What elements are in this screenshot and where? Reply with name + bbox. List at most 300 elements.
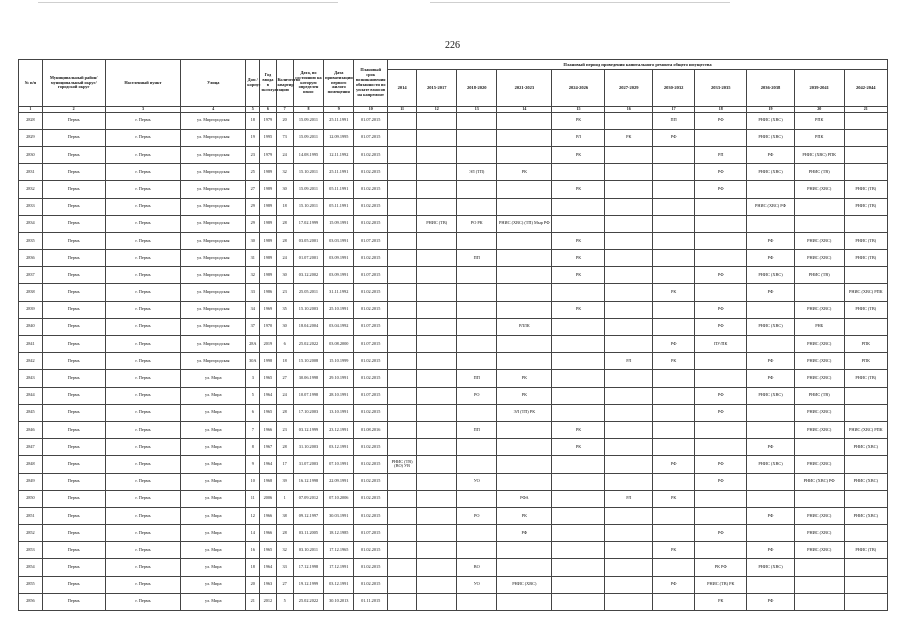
district-cell: Пермь bbox=[42, 112, 105, 129]
col-header-street: Улица bbox=[181, 60, 246, 107]
privatization-date-cell: 25.11.1991 bbox=[324, 112, 354, 129]
plan-period-cell bbox=[457, 439, 497, 456]
apartments-cell: 18 bbox=[276, 198, 293, 215]
plan-period-cell: РНИС (ТВ) bbox=[844, 198, 887, 215]
street-cell: ул. Миргородская bbox=[181, 301, 246, 318]
plan-period-cell: РК bbox=[552, 181, 605, 198]
table-row bbox=[19, 576, 888, 593]
plan-period-cell bbox=[653, 198, 695, 215]
plan-period-cell bbox=[844, 525, 887, 542]
settlement-cell: г. Пермь bbox=[105, 387, 181, 404]
street-cell: ул. Мира bbox=[181, 404, 246, 421]
plan-period-cell: РНИС (ХВС) bbox=[794, 404, 844, 421]
settlement-cell: г. Пермь bbox=[105, 129, 181, 146]
settlement-cell: г. Пермь bbox=[105, 456, 181, 473]
plan-period-cell bbox=[747, 301, 795, 318]
settlement-cell: г. Пермь bbox=[105, 164, 181, 181]
plan-period-cell bbox=[387, 146, 416, 163]
plan-period-cell bbox=[457, 318, 497, 335]
wear-date-cell: 15.10.2011 bbox=[293, 164, 323, 181]
settlement-cell: г. Пермь bbox=[105, 370, 181, 387]
table-row bbox=[19, 353, 888, 370]
year-built-cell: 1968 bbox=[260, 473, 276, 490]
street-cell: ул. Миргородская bbox=[181, 284, 246, 301]
street-cell: ул. Миргородская bbox=[181, 181, 246, 198]
plan-period-cell bbox=[417, 387, 457, 404]
plan-period-cell bbox=[497, 542, 552, 559]
plan-period-cell bbox=[387, 336, 416, 353]
plan-period-cell bbox=[497, 198, 552, 215]
col-header-deadline: Плановый срок возникновения обязанности по уплате взносов на капремонт bbox=[354, 60, 388, 107]
house-cell: 30 bbox=[246, 232, 260, 249]
plan-period-cell bbox=[497, 336, 552, 353]
deadline-cell: 01.02.2015 bbox=[354, 146, 388, 163]
plan-period-cell: РНИС (ХВС) bbox=[844, 507, 887, 524]
plan-period-cell bbox=[695, 232, 747, 249]
table-row bbox=[19, 370, 888, 387]
street-cell: ул. Миргородская bbox=[181, 112, 246, 129]
col-header-year: 2021-2023 bbox=[497, 70, 552, 107]
plan-period-cell bbox=[417, 301, 457, 318]
apartments-cell: 28 bbox=[276, 525, 293, 542]
house-cell: 18 bbox=[246, 112, 260, 129]
deadline-cell: 01.02.2015 bbox=[354, 490, 388, 507]
row-number-cell: 2829 bbox=[19, 129, 43, 146]
col-number-cell: 3 bbox=[105, 107, 181, 113]
plan-period-cell: РПК bbox=[794, 129, 844, 146]
table-row bbox=[19, 250, 888, 267]
plan-period-cell bbox=[605, 370, 653, 387]
apartments-cell: 30 bbox=[276, 181, 293, 198]
plan-period-cell: РК bbox=[605, 129, 653, 146]
plan-period-cell bbox=[605, 439, 653, 456]
table-row bbox=[19, 439, 888, 456]
plan-period-cell bbox=[387, 559, 416, 576]
plan-period-cell bbox=[605, 164, 653, 181]
wear-date-cell: 10.07.1998 bbox=[293, 387, 323, 404]
plan-period-cell: РНБ bbox=[794, 318, 844, 335]
plan-period-cell bbox=[605, 421, 653, 438]
settlement-cell: г. Пермь bbox=[105, 404, 181, 421]
plan-period-cell: РФ bbox=[747, 232, 795, 249]
plan-period-cell: РФ bbox=[695, 387, 747, 404]
plan-period-cell: РФ bbox=[695, 301, 747, 318]
plan-period-cell bbox=[457, 404, 497, 421]
apartments-cell: 28 bbox=[276, 404, 293, 421]
row-number-cell: 2847 bbox=[19, 439, 43, 456]
house-cell: 25 bbox=[246, 164, 260, 181]
plan-period-cell: РК bbox=[552, 146, 605, 163]
plan-period-cell bbox=[695, 284, 747, 301]
street-cell: ул. Мира bbox=[181, 439, 246, 456]
plan-period-cell bbox=[417, 250, 457, 267]
plan-period-cell bbox=[605, 284, 653, 301]
row-number-cell: 2853 bbox=[19, 542, 43, 559]
apartments-cell: 35 bbox=[276, 301, 293, 318]
plan-period-cell bbox=[457, 284, 497, 301]
plan-period-cell bbox=[552, 525, 605, 542]
row-number-cell: 2854 bbox=[19, 559, 43, 576]
table-row bbox=[19, 404, 888, 421]
plan-period-cell bbox=[387, 232, 416, 249]
plan-period-cell bbox=[387, 129, 416, 146]
year-built-cell: 1965 bbox=[260, 542, 276, 559]
district-cell: Пермь bbox=[42, 576, 105, 593]
street-cell: ул. Миргородская bbox=[181, 129, 246, 146]
plan-period-cell bbox=[747, 473, 795, 490]
plan-period-cell: ПП bbox=[653, 112, 695, 129]
wear-date-cell: 03.05.2001 bbox=[293, 232, 323, 249]
house-cell: 28А bbox=[246, 336, 260, 353]
row-number-cell: 2838 bbox=[19, 284, 43, 301]
plan-period-cell: РФ bbox=[695, 473, 747, 490]
house-cell: 7 bbox=[246, 421, 260, 438]
street-cell: ул. Мира bbox=[181, 525, 246, 542]
deadline-cell: 01.02.2015 bbox=[354, 353, 388, 370]
apartments-cell: 17 bbox=[276, 456, 293, 473]
plan-period-cell bbox=[387, 421, 416, 438]
plan-period-cell: РНИС (ТВ) bbox=[844, 232, 887, 249]
privatization-date-cell: 30.03.1991 bbox=[324, 507, 354, 524]
plan-period-cell bbox=[457, 146, 497, 163]
street-cell: ул. Мира bbox=[181, 370, 246, 387]
col-number-cell: 13 bbox=[457, 107, 497, 113]
settlement-cell: г. Пермь bbox=[105, 439, 181, 456]
col-header-year: 2014 bbox=[387, 70, 416, 107]
apartments-cell: 24 bbox=[276, 250, 293, 267]
plan-period-cell: РНИС (ХВС) РФ bbox=[747, 198, 795, 215]
apartments-cell: 28 bbox=[276, 439, 293, 456]
plan-period-cell bbox=[457, 593, 497, 610]
plan-period-cell bbox=[653, 421, 695, 438]
plan-period-cell bbox=[387, 404, 416, 421]
deadline-cell: 01.02.2015 bbox=[354, 284, 388, 301]
col-number-cell: 21 bbox=[844, 107, 887, 113]
year-built-cell: 1970 bbox=[260, 318, 276, 335]
house-cell: 10 bbox=[246, 473, 260, 490]
row-number-cell: 2831 bbox=[19, 164, 43, 181]
col-header-year: 2033-2035 bbox=[695, 70, 747, 107]
settlement-cell: г. Пермь bbox=[105, 215, 181, 232]
plan-period-cell: РФ bbox=[747, 542, 795, 559]
plan-period-cell: РФ bbox=[653, 336, 695, 353]
plan-period-cell bbox=[552, 473, 605, 490]
plan-period-cell: ПП bbox=[457, 421, 497, 438]
top-rule-left bbox=[38, 2, 338, 3]
year-built-cell: 1989 bbox=[260, 164, 276, 181]
plan-period-cell bbox=[387, 301, 416, 318]
plan-period-cell bbox=[747, 181, 795, 198]
plan-period-cell: РНИС (ТВ) bbox=[844, 181, 887, 198]
house-cell: 37 bbox=[246, 318, 260, 335]
plan-period-cell: РК bbox=[653, 353, 695, 370]
privatization-date-cell: 03.03.1991 bbox=[324, 232, 354, 249]
col-header-district: Муниципальный район/ муниципальный округ/ городской округ bbox=[42, 60, 105, 107]
plan-period-cell: РФ bbox=[747, 353, 795, 370]
plan-period-cell: РПК bbox=[844, 336, 887, 353]
apartments-cell: 38 bbox=[276, 507, 293, 524]
plan-period-cell: РФ bbox=[747, 284, 795, 301]
plan-period-cell: РНИС (ХВС) bbox=[794, 525, 844, 542]
privatization-date-cell: 22.09.1991 bbox=[324, 473, 354, 490]
plan-period-cell: ЭЛ (ТП) bbox=[457, 164, 497, 181]
privatization-date-cell: 29.10.1991 bbox=[324, 370, 354, 387]
plan-period-cell bbox=[387, 250, 416, 267]
plan-period-cell bbox=[552, 284, 605, 301]
plan-period-cell bbox=[653, 370, 695, 387]
plan-period-cell bbox=[605, 507, 653, 524]
plan-period-cell: РНИС (ХВС) bbox=[794, 370, 844, 387]
house-cell: 19 bbox=[246, 129, 260, 146]
plan-period-cell: РНИС (ХВС) РПК bbox=[844, 284, 887, 301]
plan-period-cell bbox=[417, 353, 457, 370]
plan-period-cell bbox=[387, 370, 416, 387]
wear-date-cell: 15.10.2008 bbox=[293, 353, 323, 370]
plan-period-cell bbox=[747, 404, 795, 421]
plan-period-cell: ЭЛ (ТП) РК bbox=[497, 404, 552, 421]
plan-period-cell bbox=[387, 507, 416, 524]
settlement-cell: г. Пермь bbox=[105, 559, 181, 576]
plan-period-cell: РК bbox=[653, 542, 695, 559]
plan-period-cell bbox=[387, 490, 416, 507]
plan-period-cell bbox=[457, 181, 497, 198]
settlement-cell: г. Пермь bbox=[105, 146, 181, 163]
privatization-date-cell: 12.11.1992 bbox=[324, 146, 354, 163]
plan-period-cell bbox=[497, 250, 552, 267]
deadline-cell: 01.02.2015 bbox=[354, 164, 388, 181]
table-row bbox=[19, 507, 888, 524]
street-cell: ул. Миргородская bbox=[181, 198, 246, 215]
wear-date-cell: 03.10.2011 bbox=[293, 542, 323, 559]
wear-date-cell: 07.09.2012 bbox=[293, 490, 323, 507]
plan-period-cell: РК bbox=[497, 164, 552, 181]
plan-period-cell bbox=[695, 353, 747, 370]
apartments-cell: 27 bbox=[276, 576, 293, 593]
table-row bbox=[19, 181, 888, 198]
plan-period-cell bbox=[457, 301, 497, 318]
year-built-cell: 1966 bbox=[260, 421, 276, 438]
settlement-cell: г. Пермь bbox=[105, 336, 181, 353]
district-cell: Пермь bbox=[42, 387, 105, 404]
plan-period-cell bbox=[552, 164, 605, 181]
plan-period-cell bbox=[844, 164, 887, 181]
plan-period-cell bbox=[387, 593, 416, 610]
year-built-cell: 1989 bbox=[260, 232, 276, 249]
plan-period-cell bbox=[844, 593, 887, 610]
plan-period-cell bbox=[417, 490, 457, 507]
col-header-plan-period: Плановый период проведения капитального ремонта общего имущества bbox=[387, 60, 887, 70]
table-row bbox=[19, 267, 888, 284]
plan-period-cell bbox=[387, 318, 416, 335]
district-cell: Пермь bbox=[42, 146, 105, 163]
row-number-cell: 2830 bbox=[19, 146, 43, 163]
row-number-cell: 2856 bbox=[19, 593, 43, 610]
district-cell: Пермь bbox=[42, 439, 105, 456]
year-built-cell: 1989 bbox=[260, 250, 276, 267]
deadline-cell: 01.02.2015 bbox=[354, 301, 388, 318]
col-header-year: 2030-2032 bbox=[653, 70, 695, 107]
district-cell: Пермь bbox=[42, 336, 105, 353]
plan-period-cell: РНИС (ХВС) bbox=[747, 112, 795, 129]
year-built-cell: 1989 bbox=[260, 267, 276, 284]
plan-period-cell bbox=[605, 250, 653, 267]
plan-period-cell: РНИС (ХВС) РПК bbox=[844, 421, 887, 438]
district-cell: Пермь bbox=[42, 215, 105, 232]
year-built-cell: 1979 bbox=[260, 146, 276, 163]
plan-period-cell: РК bbox=[552, 301, 605, 318]
plan-period-cell bbox=[552, 215, 605, 232]
apartments-cell: 23 bbox=[276, 284, 293, 301]
wear-date-cell: 30.06.1998 bbox=[293, 370, 323, 387]
row-number-cell: 2839 bbox=[19, 301, 43, 318]
plan-period-cell bbox=[605, 473, 653, 490]
district-cell: Пермь bbox=[42, 353, 105, 370]
plan-period-cell: РФ bbox=[653, 456, 695, 473]
apartments-cell: 33 bbox=[276, 559, 293, 576]
street-cell: ул. Мира bbox=[181, 542, 246, 559]
col-header-settlement: Населенный пункт bbox=[105, 60, 181, 107]
district-cell: Пермь bbox=[42, 404, 105, 421]
table-row bbox=[19, 593, 888, 610]
deadline-cell: 01.02.2015 bbox=[354, 559, 388, 576]
row-number-cell: 2848 bbox=[19, 456, 43, 473]
privatization-date-cell: 31.11.1992 bbox=[324, 284, 354, 301]
plan-period-cell: РНИС (ХВС) bbox=[747, 318, 795, 335]
year-built-cell: 1989 bbox=[260, 215, 276, 232]
privatization-date-cell: 15.09.1991 bbox=[324, 215, 354, 232]
privatization-date-cell: 13.10.1991 bbox=[324, 404, 354, 421]
plan-period-cell bbox=[794, 198, 844, 215]
plan-period-cell bbox=[387, 215, 416, 232]
wear-date-cell: 15.09.2011 bbox=[293, 112, 323, 129]
plan-period-cell bbox=[417, 507, 457, 524]
row-number-cell: 2852 bbox=[19, 525, 43, 542]
plan-period-cell bbox=[747, 576, 795, 593]
plan-period-cell bbox=[653, 525, 695, 542]
plan-period-cell: РПК bbox=[794, 112, 844, 129]
plan-period-cell: РФ bbox=[695, 181, 747, 198]
privatization-date-cell: 05.11.1991 bbox=[324, 181, 354, 198]
plan-period-cell bbox=[417, 129, 457, 146]
district-cell: Пермь bbox=[42, 525, 105, 542]
plan-period-cell bbox=[387, 181, 416, 198]
deadline-cell: 01.02.2015 bbox=[354, 181, 388, 198]
plan-period-cell: РНИС (ТВ) bbox=[844, 542, 887, 559]
table-row bbox=[19, 542, 888, 559]
col-number-cell: 17 bbox=[653, 107, 695, 113]
plan-period-cell: РНИС (ХВС) bbox=[794, 336, 844, 353]
privatization-date-cell: 25.11.1991 bbox=[324, 164, 354, 181]
year-built-cell: 1967 bbox=[260, 439, 276, 456]
district-cell: Пермь bbox=[42, 301, 105, 318]
plan-period-cell bbox=[695, 129, 747, 146]
plan-period-cell bbox=[552, 507, 605, 524]
plan-period-cell bbox=[497, 129, 552, 146]
wear-date-cell: 31.07.2003 bbox=[293, 456, 323, 473]
settlement-cell: г. Пермь bbox=[105, 593, 181, 610]
row-number-cell: 2841 bbox=[19, 336, 43, 353]
deadline-cell: 01.02.2015 bbox=[354, 250, 388, 267]
plan-period-cell bbox=[387, 164, 416, 181]
plan-period-cell bbox=[417, 421, 457, 438]
plan-period-cell: РП bbox=[695, 146, 747, 163]
district-cell: Пермь bbox=[42, 181, 105, 198]
plan-period-cell bbox=[605, 542, 653, 559]
street-cell: ул. Мира bbox=[181, 593, 246, 610]
plan-period-cell: ВО bbox=[457, 559, 497, 576]
settlement-cell: г. Пермь bbox=[105, 232, 181, 249]
deadline-cell: 01.07.2015 bbox=[354, 336, 388, 353]
plan-period-cell bbox=[653, 439, 695, 456]
plan-period-cell bbox=[653, 593, 695, 610]
plan-period-cell bbox=[417, 146, 457, 163]
plan-period-cell bbox=[387, 112, 416, 129]
col-header-year-built: Год ввода в эксплуатацию bbox=[260, 60, 276, 107]
plan-period-cell: РНИС (ХВС) bbox=[844, 439, 887, 456]
plan-period-cell: РФ bbox=[653, 576, 695, 593]
settlement-cell: г. Пермь bbox=[105, 473, 181, 490]
col-header-year: 2027-2029 bbox=[605, 70, 653, 107]
apartments-cell: 6 bbox=[276, 336, 293, 353]
plan-period-cell bbox=[552, 542, 605, 559]
privatization-date-cell: 28.10.1991 bbox=[324, 387, 354, 404]
year-built-cell: 1966 bbox=[260, 525, 276, 542]
plan-period-cell bbox=[695, 490, 747, 507]
plan-period-cell bbox=[844, 559, 887, 576]
plan-period-cell bbox=[497, 439, 552, 456]
apartments-cell: 24 bbox=[276, 146, 293, 163]
plan-period-cell: РК bbox=[653, 284, 695, 301]
plan-period-cell bbox=[695, 198, 747, 215]
deadline-cell: 01.08.2016 bbox=[354, 421, 388, 438]
plan-period-cell bbox=[653, 473, 695, 490]
plan-period-cell: РФ bbox=[695, 267, 747, 284]
street-cell: ул. Миргородская bbox=[181, 164, 246, 181]
plan-period-cell bbox=[387, 473, 416, 490]
plan-period-cell: РНИС (ХВС) bbox=[794, 232, 844, 249]
plan-period-cell bbox=[844, 404, 887, 421]
house-cell: 33 bbox=[246, 284, 260, 301]
plan-period-cell: РФ bbox=[695, 456, 747, 473]
plan-period-cell bbox=[552, 336, 605, 353]
settlement-cell: г. Пермь bbox=[105, 198, 181, 215]
wear-date-cell: 15.09.2011 bbox=[293, 129, 323, 146]
privatization-date-cell: 03.09.1991 bbox=[324, 267, 354, 284]
col-number-cell: 4 bbox=[181, 107, 246, 113]
street-cell: ул. Миргородская bbox=[181, 267, 246, 284]
street-cell: ул. Мира bbox=[181, 576, 246, 593]
plan-period-cell bbox=[653, 250, 695, 267]
year-built-cell: 1966 bbox=[260, 507, 276, 524]
col-number-cell: 8 bbox=[293, 107, 323, 113]
privatization-date-cell: 03.08.2000 bbox=[324, 336, 354, 353]
plan-period-cell: РК bbox=[497, 507, 552, 524]
plan-period-cell bbox=[417, 164, 457, 181]
table-row bbox=[19, 146, 888, 163]
plan-period-cell bbox=[653, 507, 695, 524]
plan-period-cell bbox=[653, 215, 695, 232]
plan-period-cell bbox=[747, 215, 795, 232]
plan-period-cell bbox=[457, 129, 497, 146]
table-row bbox=[19, 112, 888, 129]
plan-period-cell bbox=[605, 336, 653, 353]
wear-date-cell: 15.10.2011 bbox=[293, 198, 323, 215]
street-cell: ул. Миргородская bbox=[181, 318, 246, 335]
plan-period-cell bbox=[605, 267, 653, 284]
col-header-year: 2039-2041 bbox=[794, 70, 844, 107]
plan-period-cell: РНИС (ХВС) bbox=[794, 301, 844, 318]
district-cell: Пермь bbox=[42, 542, 105, 559]
